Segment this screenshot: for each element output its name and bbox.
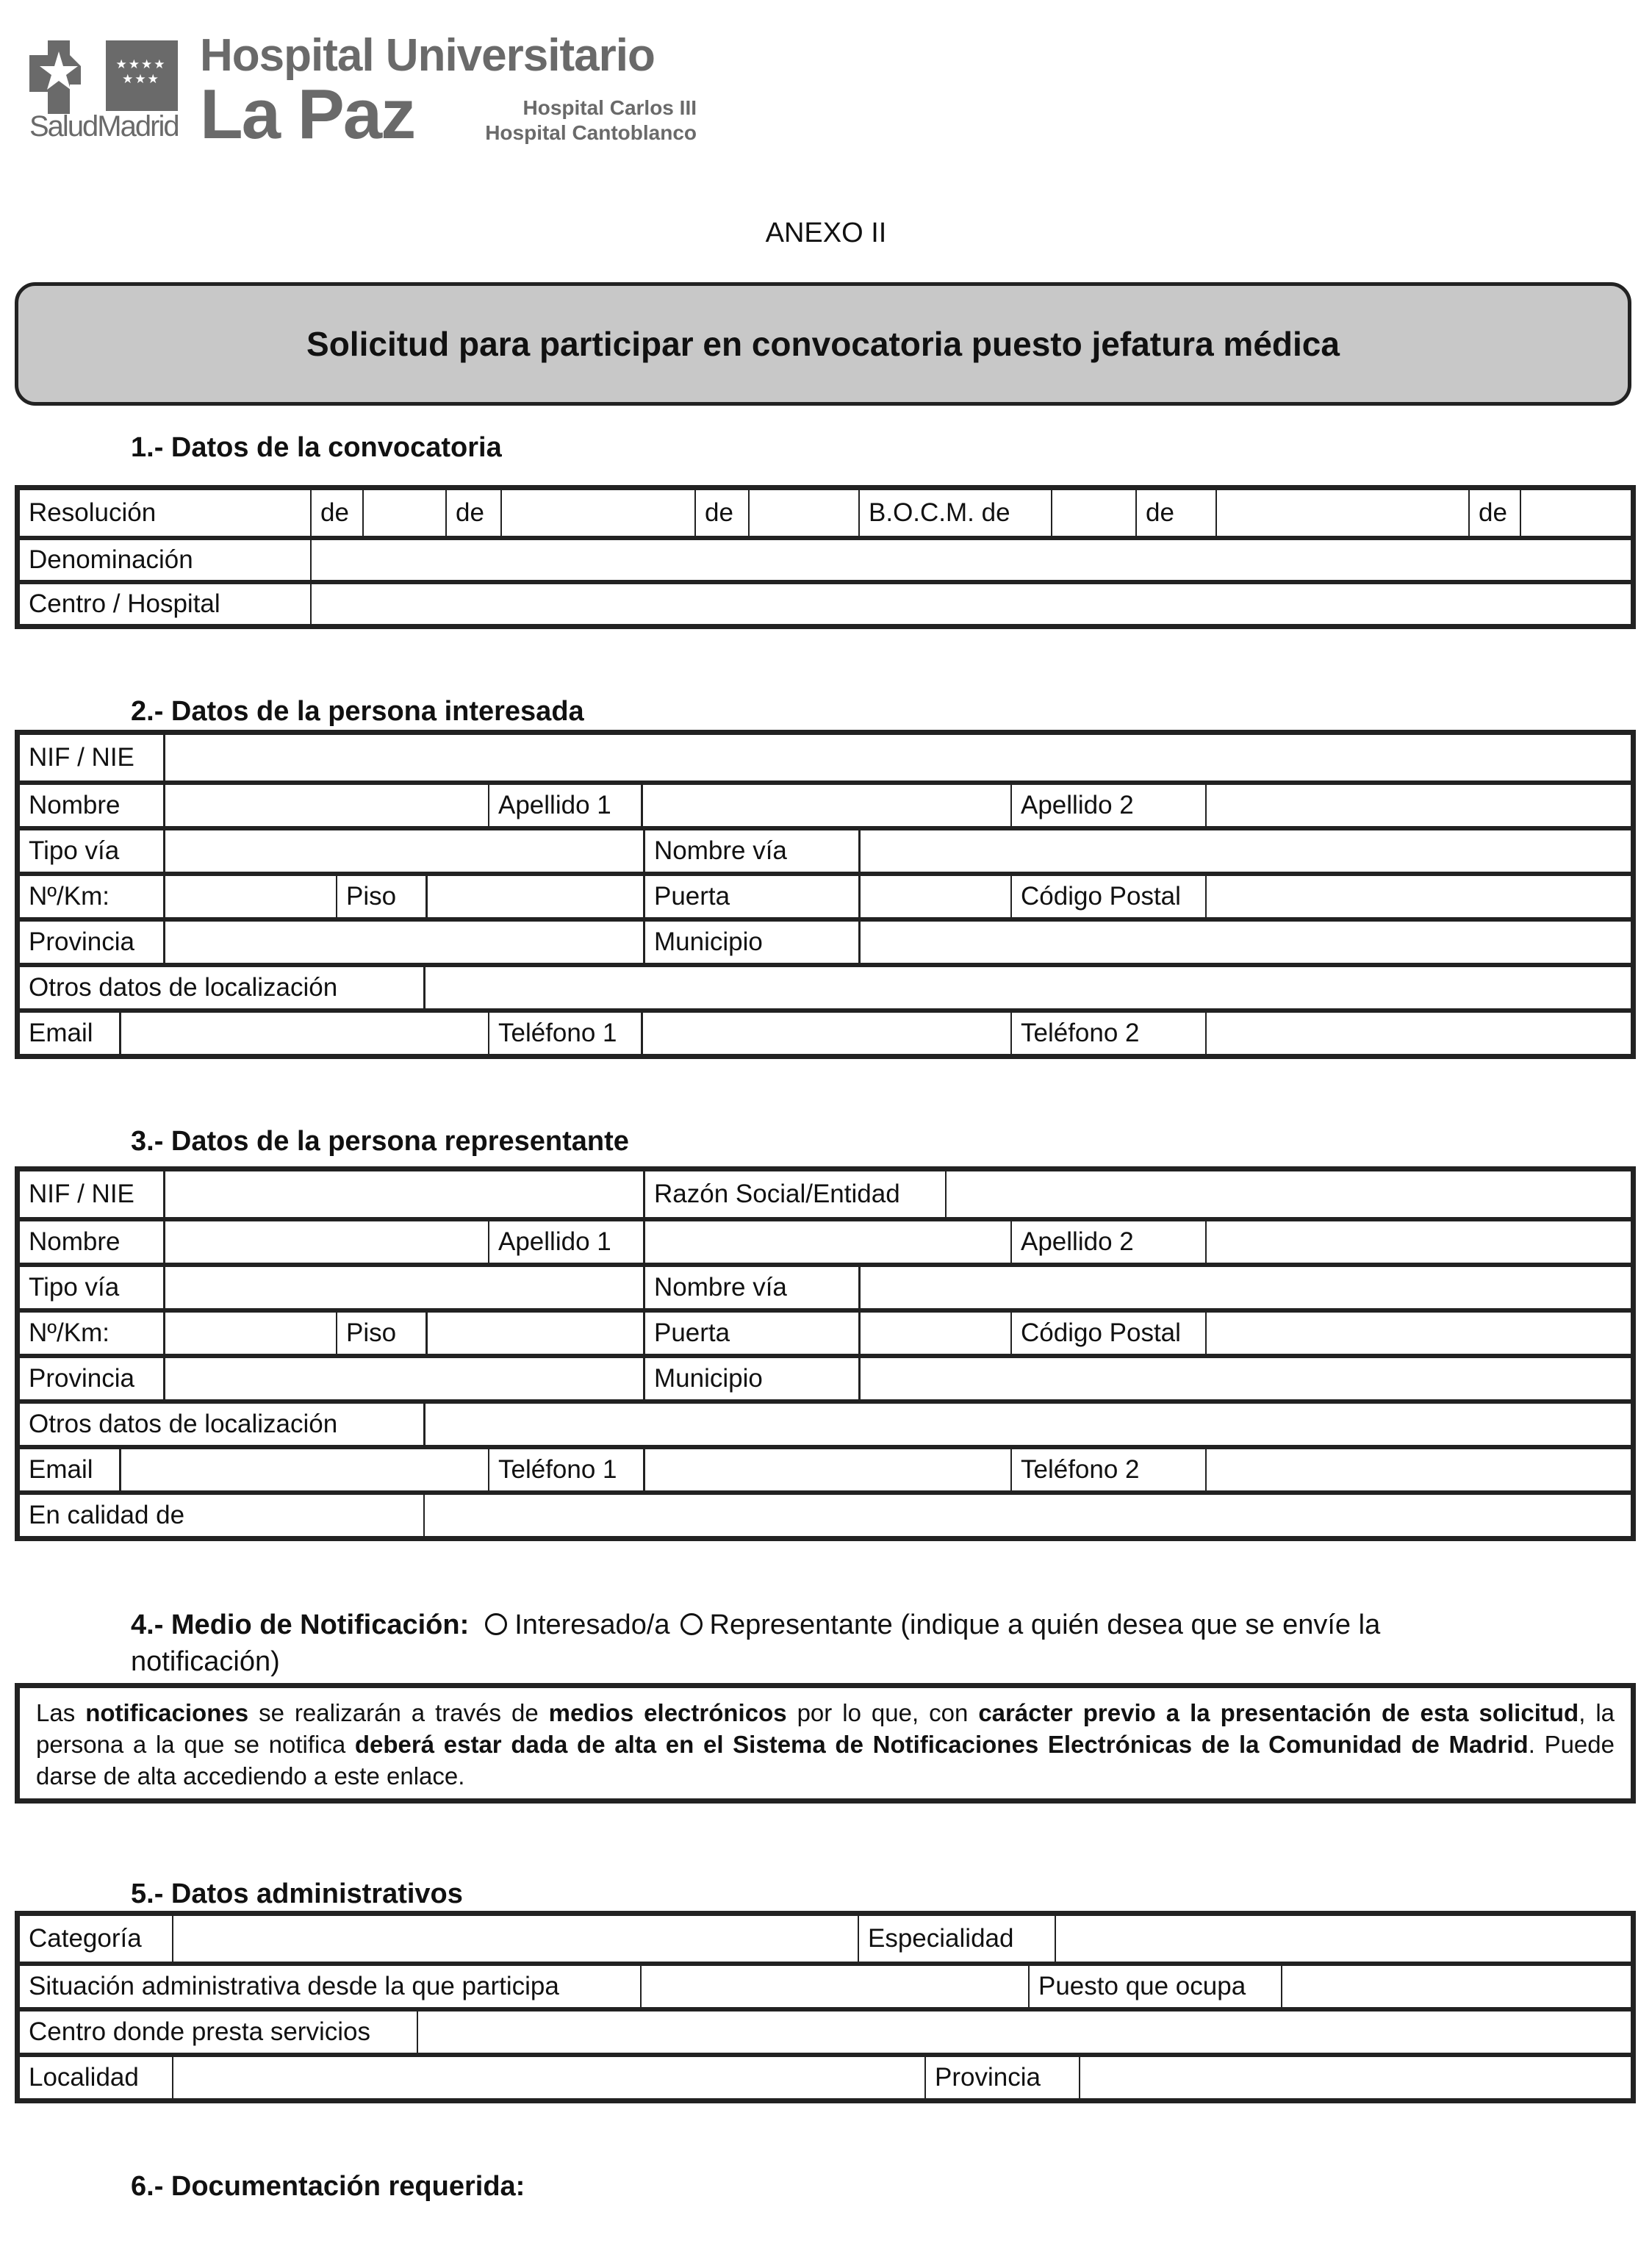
representante-otros-datos-field[interactable] bbox=[423, 1404, 1631, 1445]
label-codigo-postal: Código Postal bbox=[1010, 1313, 1205, 1354]
label-provincia: Provincia bbox=[29, 927, 134, 956]
logo-sub-hospitals bbox=[470, 96, 697, 146]
notification-notice bbox=[15, 1683, 1636, 1804]
label-especialidad: Especialidad bbox=[858, 1916, 1055, 1962]
logo-hospital-name: Hospital Universitario bbox=[200, 30, 655, 81]
row-nif bbox=[20, 735, 1631, 780]
label-telefono2: Teléfono 2 bbox=[1010, 1449, 1205, 1490]
representante-puerta-field[interactable] bbox=[858, 1313, 1010, 1354]
section1-heading: 1.- Datos de la convocatoria bbox=[131, 432, 502, 463]
row-contacto bbox=[20, 1008, 1631, 1054]
interesada-provincia-field[interactable] bbox=[163, 922, 643, 963]
row-denominacion bbox=[20, 536, 1631, 580]
bocm-day-field[interactable] bbox=[1051, 490, 1135, 536]
label-razon-social: Razón Social/Entidad bbox=[643, 1171, 945, 1217]
representante-piso-field[interactable] bbox=[425, 1313, 643, 1354]
row-nif-razon bbox=[20, 1171, 1631, 1217]
label-telefono2: Teléfono 2 bbox=[1010, 1013, 1205, 1054]
label-situacion: Situación administrativa desde la que participa bbox=[29, 1972, 559, 2000]
label-tipo-via: Tipo vía bbox=[29, 1273, 120, 1302]
form-title-box bbox=[15, 282, 1631, 406]
representante-apellido1-field[interactable] bbox=[643, 1221, 1010, 1263]
resolucion-month-field[interactable] bbox=[500, 490, 694, 536]
row-provincia bbox=[20, 1354, 1631, 1399]
representante-tipo-via-field[interactable] bbox=[163, 1267, 643, 1308]
row-numero bbox=[20, 872, 1631, 917]
interesada-piso-field[interactable] bbox=[425, 876, 643, 917]
puesto-field[interactable] bbox=[1281, 1966, 1631, 2007]
interesada-codigo-postal-field[interactable] bbox=[1205, 876, 1631, 917]
logo-salud-madrid-text: SaludMadrid bbox=[29, 110, 179, 143]
row-provincia bbox=[20, 917, 1631, 963]
interesada-nombre-via-field[interactable] bbox=[858, 830, 1631, 872]
interesada-nif-field[interactable] bbox=[163, 735, 1631, 780]
label-centro-hospital: Centro / Hospital bbox=[29, 589, 220, 618]
notice-run: . Puede darse de alta accediendo a este enlace. bbox=[36, 1731, 1615, 1790]
label-email: Email bbox=[29, 1019, 93, 1047]
label-email: Email bbox=[29, 1455, 93, 1484]
row-via bbox=[20, 826, 1631, 872]
notice-run: medios electrónicos bbox=[548, 1699, 787, 1726]
row-en-calidad bbox=[20, 1490, 1631, 1536]
administrativos-table bbox=[15, 1911, 1636, 2103]
logo-stars: ★★★★ ★★★ bbox=[115, 57, 167, 86]
label-num-km: Nº/Km: bbox=[29, 882, 110, 911]
representante-en-calidad-field[interactable] bbox=[423, 1495, 1631, 1536]
provincia-field[interactable] bbox=[1079, 2057, 1631, 2098]
interesada-municipio-field[interactable] bbox=[858, 922, 1631, 963]
interesada-telefono1-field[interactable] bbox=[641, 1013, 1010, 1054]
row-situacion bbox=[20, 1962, 1631, 2007]
centro-servicios-field[interactable] bbox=[417, 2011, 1631, 2053]
radio-representante[interactable] bbox=[680, 1613, 703, 1635]
label-de-4: de bbox=[1135, 490, 1215, 536]
notification-medium bbox=[131, 1609, 1380, 1641]
representante-apellido2-field[interactable] bbox=[1205, 1221, 1631, 1263]
label-nombre-via: Nombre vía bbox=[643, 1267, 858, 1308]
logo-sub-carlos: Hospital Carlos III bbox=[522, 96, 697, 119]
interesada-puerta-field[interactable] bbox=[858, 876, 1010, 917]
representante-num-km-field[interactable] bbox=[163, 1313, 336, 1354]
label-de-5: de bbox=[1468, 490, 1520, 536]
representante-telefono2-field[interactable] bbox=[1205, 1449, 1631, 1490]
label-puesto: Puesto que ocupa bbox=[1028, 1966, 1281, 2007]
notice-run: carácter previo a la presentación de esta solicitud bbox=[978, 1699, 1579, 1726]
label-municipio: Municipio bbox=[643, 922, 858, 963]
row-centro-servicios bbox=[20, 2007, 1631, 2053]
notice-run: , la persona a la que se notifica bbox=[36, 1699, 1615, 1758]
label-denominacion: Denominación bbox=[29, 545, 193, 574]
label-bocm: B.O.C.M. de bbox=[858, 490, 1051, 536]
representante-nombre-via-field[interactable] bbox=[858, 1267, 1631, 1308]
label-apellido2: Apellido 2 bbox=[1010, 1221, 1205, 1263]
label-telefono1: Teléfono 1 bbox=[488, 1449, 643, 1490]
row-otros bbox=[20, 1399, 1631, 1445]
representante-municipio-field[interactable] bbox=[858, 1358, 1631, 1399]
representante-table bbox=[15, 1166, 1636, 1541]
localidad-field[interactable] bbox=[172, 2057, 924, 2098]
denominacion-field[interactable] bbox=[310, 540, 1631, 580]
radio-interesado[interactable] bbox=[485, 1613, 507, 1635]
logo-la-paz: La Paz bbox=[200, 75, 415, 154]
notice-run: por lo que, con bbox=[786, 1699, 979, 1726]
row-numero bbox=[20, 1308, 1631, 1354]
section4-heading: 4.- Medio de Notificación: bbox=[131, 1609, 470, 1640]
categoria-field[interactable] bbox=[172, 1916, 858, 1962]
interesada-table bbox=[15, 730, 1636, 1059]
representante-nif-field[interactable] bbox=[163, 1171, 643, 1217]
notification-instruction: (indique a quién desea que se envíe la bbox=[900, 1609, 1381, 1640]
interesada-email-field[interactable] bbox=[119, 1013, 488, 1054]
row-nombre bbox=[20, 780, 1631, 826]
section2-heading: 2.- Datos de la persona interesada bbox=[131, 696, 584, 727]
label-nombre-via: Nombre vía bbox=[643, 830, 858, 872]
label-piso: Piso bbox=[336, 876, 425, 917]
especialidad-field[interactable] bbox=[1055, 1916, 1631, 1962]
label-de-2: de bbox=[445, 490, 500, 536]
interesada-apellido1-field[interactable] bbox=[641, 785, 1010, 826]
interesada-num-km-field[interactable] bbox=[163, 876, 336, 917]
label-de-1: de bbox=[310, 490, 362, 536]
notice-run: se realizarán a través de bbox=[248, 1699, 549, 1726]
bocm-year-field[interactable] bbox=[1520, 490, 1631, 536]
notice-run: notificaciones bbox=[85, 1699, 249, 1726]
row-categoria bbox=[20, 1916, 1631, 1962]
label-de-3: de bbox=[694, 490, 748, 536]
label-en-calidad: En calidad de bbox=[29, 1501, 185, 1529]
label-num-km: Nº/Km: bbox=[29, 1318, 110, 1347]
label-apellido2: Apellido 2 bbox=[1010, 785, 1205, 826]
label-tipo-via: Tipo vía bbox=[29, 836, 120, 865]
label-codigo-postal: Código Postal bbox=[1010, 876, 1205, 917]
label-municipio: Municipio bbox=[643, 1358, 858, 1399]
notification-instruction-cont: notificación) bbox=[131, 1646, 280, 1677]
representante-telefono1-field[interactable] bbox=[643, 1449, 1010, 1490]
representante-codigo-postal-field[interactable] bbox=[1205, 1313, 1631, 1354]
label-resolucion: Resolución bbox=[29, 498, 157, 527]
label-piso: Piso bbox=[336, 1313, 425, 1354]
interesada-apellido2-field[interactable] bbox=[1205, 785, 1631, 826]
row-nombre bbox=[20, 1217, 1631, 1263]
resolucion-day-field[interactable] bbox=[362, 490, 445, 536]
label-centro-servicios: Centro donde presta servicios bbox=[29, 2017, 370, 2046]
label-apellido1: Apellido 1 bbox=[488, 1221, 643, 1263]
representante-nombre-field[interactable] bbox=[163, 1221, 488, 1263]
section3-heading: 3.- Datos de la persona representante bbox=[131, 1126, 629, 1157]
label-apellido1: Apellido 1 bbox=[488, 785, 641, 826]
representante-provincia-field[interactable] bbox=[163, 1358, 643, 1399]
label-nif: NIF / NIE bbox=[29, 743, 134, 772]
radio-representante-label: Representante bbox=[709, 1609, 893, 1640]
centro-hospital-field[interactable] bbox=[310, 584, 1631, 624]
row-via bbox=[20, 1263, 1631, 1308]
row-centro-hospital bbox=[20, 580, 1631, 624]
label-nombre: Nombre bbox=[29, 791, 121, 819]
label-provincia: Provincia bbox=[924, 2057, 1079, 2098]
convocatoria-table bbox=[15, 485, 1636, 629]
label-nif: NIF / NIE bbox=[29, 1180, 134, 1208]
row-localidad bbox=[20, 2053, 1631, 2098]
label-categoria: Categoría bbox=[29, 1924, 142, 1953]
representante-razon-social-field[interactable] bbox=[945, 1171, 1631, 1217]
interesada-telefono2-field[interactable] bbox=[1205, 1013, 1631, 1054]
form-title: Solicitud para participar en convocatoria puesto jefatura médica bbox=[306, 325, 1340, 363]
annex-label: ANEXO II bbox=[765, 218, 887, 248]
radio-interesado-label: Interesado/a bbox=[514, 1609, 670, 1640]
resolucion-year-field[interactable] bbox=[748, 490, 858, 536]
label-otros-datos: Otros datos de localización bbox=[29, 1410, 338, 1438]
representante-email-field[interactable] bbox=[119, 1449, 488, 1490]
label-localidad: Localidad bbox=[29, 2063, 139, 2092]
notice-run: deberá estar dada de alta en el Sistema de Notificaciones Electrónicas de la Comunidad de Madrid bbox=[354, 1731, 1529, 1758]
label-otros-datos: Otros datos de localización bbox=[29, 973, 338, 1002]
row-contacto bbox=[20, 1445, 1631, 1490]
section6-heading: 6.- Documentación requerida: bbox=[131, 2171, 525, 2202]
label-provincia: Provincia bbox=[29, 1364, 134, 1393]
logo-sub-cantoblanco: Hospital Cantoblanco bbox=[485, 121, 697, 144]
notice-run: Las bbox=[36, 1699, 86, 1726]
interesada-nombre-field[interactable] bbox=[163, 785, 488, 826]
label-telefono1: Teléfono 1 bbox=[488, 1013, 641, 1054]
row-resolucion bbox=[20, 490, 1631, 536]
row-otros bbox=[20, 963, 1631, 1008]
interesada-tipo-via-field[interactable] bbox=[163, 830, 643, 872]
label-puerta: Puerta bbox=[643, 876, 858, 917]
bocm-month-field[interactable] bbox=[1215, 490, 1468, 536]
label-nombre: Nombre bbox=[29, 1227, 121, 1256]
situacion-field[interactable] bbox=[640, 1966, 1028, 2007]
section5-heading: 5.- Datos administrativos bbox=[131, 1878, 463, 1909]
label-puerta: Puerta bbox=[643, 1313, 858, 1354]
interesada-otros-datos-field[interactable] bbox=[423, 967, 1631, 1008]
